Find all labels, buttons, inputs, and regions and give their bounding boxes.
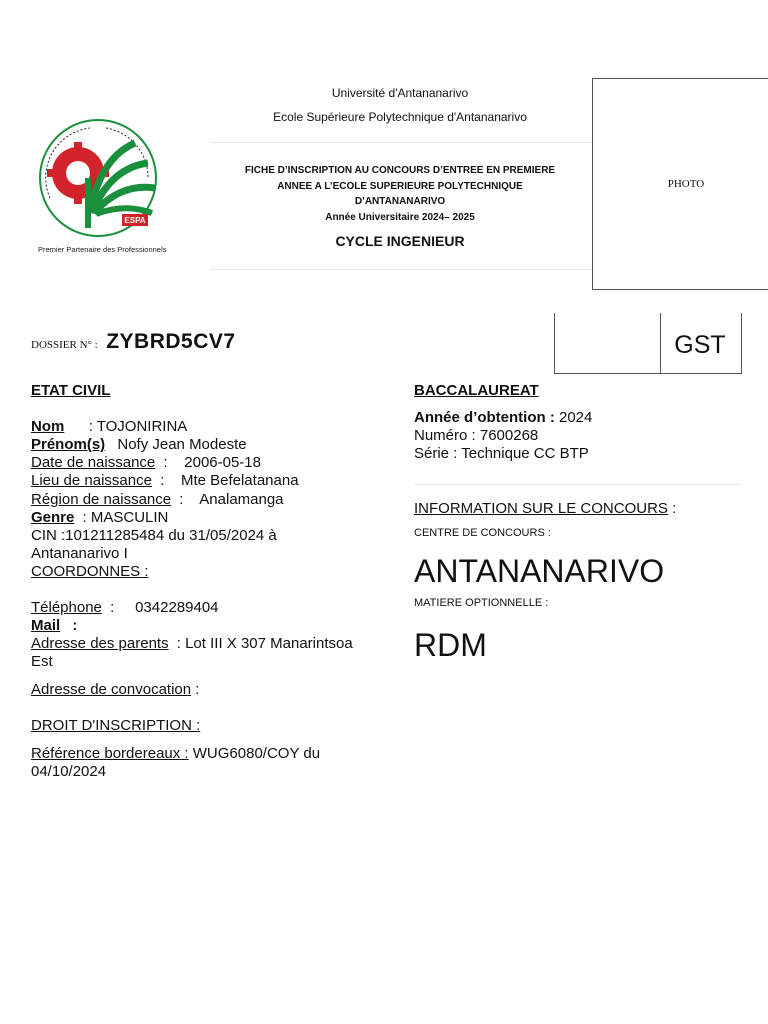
telephone-row [31,599,406,617]
genre-label: Genre [31,509,75,526]
nom-row [31,418,406,436]
etat-civil-heading: ETAT CIVIL [31,382,111,399]
form-title-line-1: FICHE D’INSCRIPTION AU CONCOURS D’ENTREE EN PREMIERE [244,165,556,176]
header-divider-top [210,142,592,143]
academic-year: Année Universitaire 2024– 2025 [325,211,475,223]
annee-obtention-row [414,409,744,427]
region-naissance-value: : Analamanga [179,491,284,508]
prenom-value: Nofy Jean Modeste [117,436,247,453]
photo-label: PHOTO [667,178,705,190]
prenom-row [31,436,406,454]
mail-value: : [72,617,78,634]
matiere-label: MATIERE OPTIONNELLE : [414,597,549,609]
nom-label: Nom [31,418,65,435]
reference-row [31,745,406,763]
coordonnes-heading: COORDONNES : [31,563,149,580]
adresse-parents-value: : Lot III X 307 Manarintsoa [176,635,353,652]
adresse-convocation-row [31,681,406,699]
lieu-naissance-row [31,472,406,490]
cycle-title: CYCLE INGENIEUR [335,233,465,249]
etat-civil-section [31,382,406,699]
cin-line-2: Antananarivo I [31,545,128,562]
genre-row [31,509,406,527]
school-logo [30,118,175,258]
date-naissance-row [31,454,406,472]
form-title-line-3: D’ANTANANARIVO [354,196,446,207]
telephone-label: Téléphone [31,599,102,616]
nom-value: : TOJONIRINA [88,418,188,435]
logo-badge-text: ESPA [124,216,146,225]
concours-section [414,500,744,664]
centre-value: ANTANANARIVO [414,553,665,589]
dossier-number: ZYBRD5CV7 [106,330,236,353]
adresse-convocation-label: Adresse de convocation [31,681,192,698]
photo-box [592,78,768,290]
lieu-naissance-value: : Mte Befelatanana [160,472,299,489]
dossier-label: DOSSIER N° : [31,339,98,351]
adresse-parents-label: Adresse des parents [31,635,169,652]
adresse-parents-value-2: Est [31,653,53,670]
droit-heading: DROIT D'INSCRIPTION : [31,717,201,734]
logo-caption: Premier Partenaire des Professionnels [38,245,167,254]
region-naissance-label: Région de naissance [31,491,172,508]
region-naissance-row [31,491,406,509]
concours-heading: INFORMATION SUR LE CONCOURS [414,500,668,517]
concours-heading-row [414,500,744,518]
genre-value: : MASCULIN [82,509,169,526]
school-name: Ecole Supérieure Polytechnique d'Antananarivo [273,110,527,124]
annee-obtention-value: 2024 [559,409,593,426]
concours-heading-suffix: : [672,500,677,517]
baccalaureat-section [414,382,744,463]
reference-value: WUG6080/COY du [188,745,321,762]
centre-label: CENTRE DE CONCOURS : [414,527,551,539]
form-title-line-2: ANNEE A L’ECOLE SUPERIEURE POLYTECHNIQUE [277,180,523,192]
annee-obtention-label: Année d’obtention : [414,409,555,426]
dossier-empty-box [554,313,661,374]
dossier-row [31,330,236,354]
header-divider-bottom [210,269,592,270]
reference-value-2: 04/10/2024 [31,763,107,780]
university-name: Université d'Antananarivo [331,86,469,100]
form-title [210,163,590,225]
espa-emblem-icon [30,118,175,258]
adresse-parents-row [31,635,406,653]
date-naissance-label: Date de naissance [31,454,156,471]
prenom-label: Prénom(s) [31,436,106,453]
serie-row: Série : Technique CC BTP [414,445,589,462]
matiere-value: RDM [414,627,487,663]
telephone-value: : 0342289404 [110,599,219,616]
code-box [659,313,742,374]
reference-label: Référence bordereaux : [31,745,189,762]
mail-row [31,617,406,635]
droit-section [31,717,406,781]
mail-label: Mail [31,617,61,634]
adresse-convocation-value: : [195,681,200,698]
numero-row: Numéro : 7600268 [414,427,539,444]
right-divider [414,484,741,485]
lieu-naissance-label: Lieu de naissance [31,472,152,489]
date-naissance-value: : 2006-05-18 [163,454,261,471]
cin-line-1: CIN :101211285484 du 31/05/2024 à [31,527,277,544]
baccalaureat-heading: BACCALAUREAT [414,382,539,399]
dossier-code: GST [674,331,726,359]
